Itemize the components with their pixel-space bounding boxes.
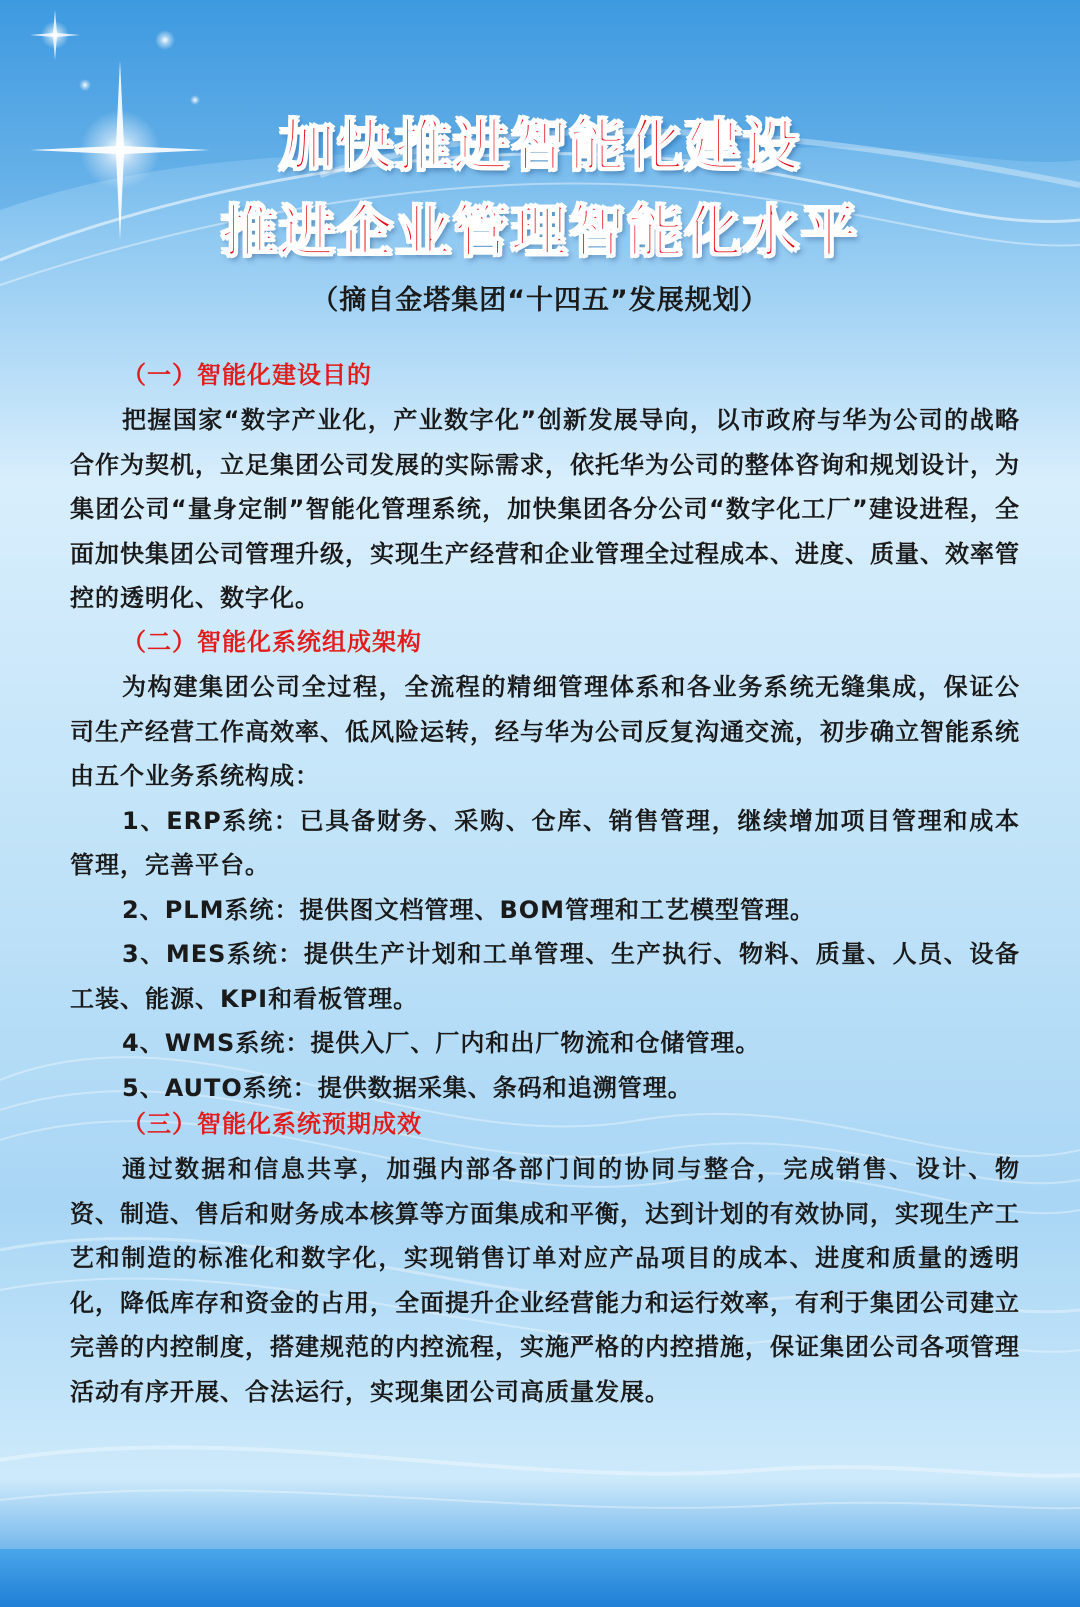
list-item: 4、WMS系统：提供入厂、厂内和出厂物流和仓储管理。 (122, 1029, 761, 1057)
list-item: 1、ERP系统：已具备财务、采购、仓库、销售管理，继续增加项目管理和成本管理，完善平台。 (70, 806, 1020, 879)
paragraph: 把握国家“数字产业化，产业数字化”创新发展导向，以市政府与华为公司的战略合作为契机，立足集团公司发展的实际需求，依托华为公司的整体咨询和规划设计，为集团公司“量身定制”智能化管理系统，加快集团各分公司“数字化工厂”建设进程，全面加快集团公司管理升级，实现生产经营和企业管理全过程成本、进度、质量、效率管控的透明化、数字化。 (70, 406, 1020, 612)
list-item: 5、AUTO系统：提供数据采集、条码和追溯管理。 (122, 1073, 693, 1102)
poster-title-line1: 加快推进智能化建设 (279, 114, 801, 179)
section-heading-2: （二）智能化系统组成架构 (122, 628, 422, 656)
paragraph: 为构建集团公司全过程，全流程的精细管理体系和各业务系统无缝集成，保证公司生产经营工作高效率、低风险运转，经与华为公司反复沟通交流，初步确立智能系统由五个业务系统构成： (70, 673, 1020, 790)
section-body-1 (70, 398, 1020, 621)
section-heading-3: （三）智能化系统预期成效 (122, 1110, 422, 1138)
poster-subtitle: （摘自金塔集团“十四五”发展规划） (311, 285, 769, 316)
paragraph: 通过数据和信息共享，加强内部各部门间的协同与整合，完成销售、设计、物资、制造、售后和财务成本核算等方面集成和平衡，达到计划的有效协同，实现生产工艺和制造的标准化和数字化，实现销售订单对应产品项目的成本、进度和质量的透明化，降低库存和资金的占用，全面提升企业经营能力和运行效率，有利于集团公司建立完善的内控制度，搭建规范的内控流程，实施严格的内控措施，保证集团公司各项管理活动有序开展、合法运行，实现集团公司高质量发展。 (70, 1155, 1020, 1406)
section-heading-1: （一）智能化建设目的 (122, 361, 372, 389)
list-item: 2、PLM系统：提供图文档管理、BOM管理和工艺模型管理。 (122, 895, 816, 924)
poster-title-line2: 推进企业管理智能化水平 (221, 200, 859, 265)
list-item: 3、MES系统：提供生产计划和工单管理、生产执行、物料、质量、人员、设备工装、能源、KPI和看板管理。 (70, 940, 1020, 1013)
section-body-3 (70, 1147, 1020, 1414)
section-body-2 (70, 665, 1020, 1110)
